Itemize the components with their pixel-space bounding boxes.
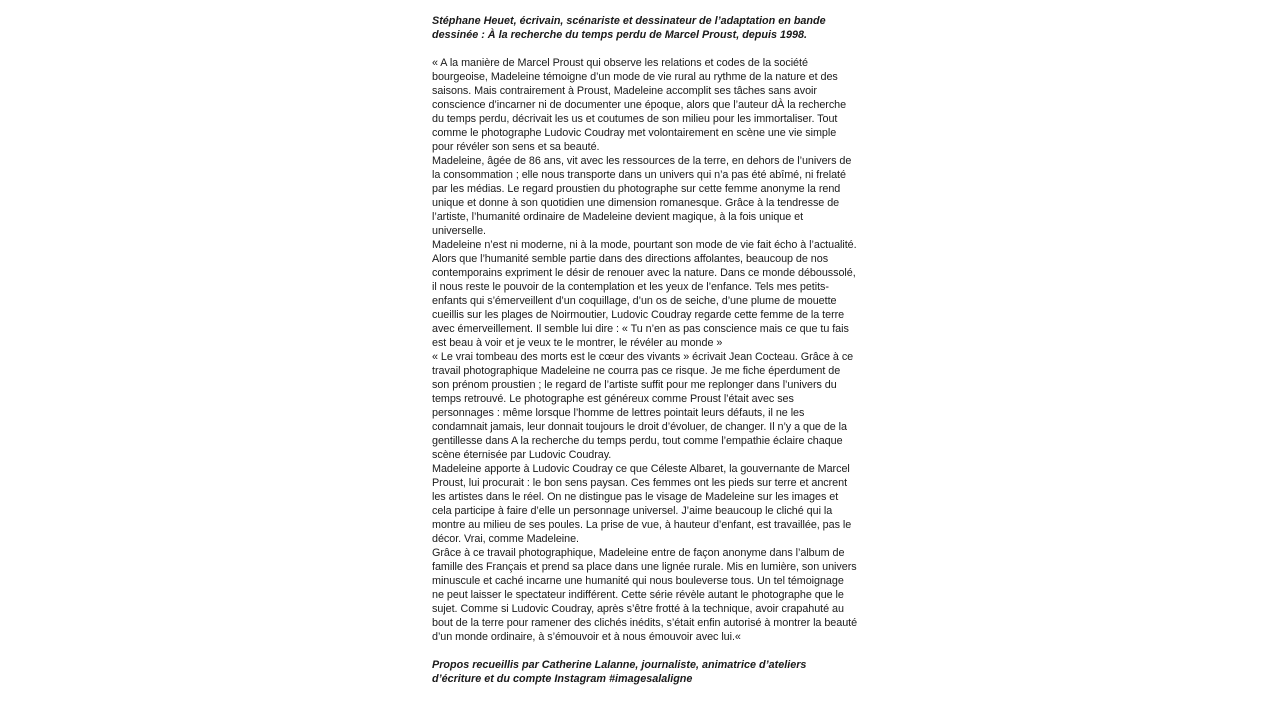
text-paragraph: « A la manière de Marcel Proust qui observe les relations et codes de la société bourgeoise, Madeleine témoigne d’un mode de vie rural au rythme de la nature et des saisons. Mais contrairement à Proust, Madeleine accomplit ses tâches sans avoir conscience d’incarner ni de documenter une époque, alors que l’auteur dÀ la recherche du temps perdu, décrivait les us et coutumes de son milieu pour les immortaliser. Tout comme le photographe Ludovic Coudray met volontairement en scène une vie simple pour révéler son sens et sa beauté. — [432, 57, 847, 153]
text-paragraph: Grâce à ce travail photographique, Madeleine entre de façon anonyme dans l’album de famille des Français et prend sa place dans une lignée rurale. Mis en lumière, son univers minuscule et caché incarne une humanité qui nous bouleverse tous. Un tel témoignage ne peut laisser le spectateur indifférent. Cette série révèle autant le photographe que le sujet. Comme si Ludovic Coudray, après s’être frotté à la technique, avoir crapahuté au bout de la terre pour ramener des clichés inédits, s’était enfin autorisé à montrer la beauté d’un monde ordinaire, à s’émouvoir et à nous émouvoir avec lui.« — [432, 547, 858, 643]
interview-credit: Propos recueillis par Catherine Lalanne, journaliste, animatrice d’ateliers d’écriture et du compte Instagram #imagesalaligne — [432, 659, 807, 685]
text-paragraph: Madeleine n’est ni moderne, ni à la mode, pourtant son mode de vie fait écho à l’actualité. Alors que l’humanité semble partie dans des directions affolantes, beaucoup de nos contemporains expriment le désir de renouer avec la nature. Dans ce monde déboussolé, il nous reste le pouvoir de la contemplation et les yeux de l’enfance. Tels mes petits-enfants qui s’émerveillent d’un coquillage, d’un os de seiche, d’une plume de mouette cueillis sur les plages de Noirmoutier, Ludovic Coudray regarde cette femme de la terre avec émerveillement. Il semble lui dire : « Tu n’en as pas conscience mais ce que tu fais est beau à voir et je veux te le montrer, le révéler au monde » — [432, 239, 857, 349]
text-paragraph: Madeleine, âgée de 86 ans, vit avec les ressources de la terre, en dehors de l’univers de la consommation ; elle nous transporte dans un univers qui n’a pas été abîmé, ni frelaté par les médias. Le regard proustien du photographe sur cette femme anonyme la rend unique et donne à son quotidien une dimension romanesque. Grâce à la tendresse de l’artiste, l’humanité ordinaire de Madeleine devient magique, à la fois unique et universelle. — [432, 155, 852, 237]
text-paragraph: Madeleine apporte à Ludovic Coudray ce que Céleste Albaret, la gouvernante de Marcel Proust, lui procurait : le bon sens paysan. Ces femmes ont les pieds sur terre et ancrent les artistes dans le réel. On ne distingue pas le visage de Madeleine sur les images et cela participe à faire d’elle un personnage universel. J’aime beaucoup le cliché qui la montre au milieu de ses poules. La prise de vue, à hauteur d’enfant, est travaillée, pas le décor. Vrai, comme Madeleine. — [432, 463, 852, 545]
author-introduction: Stéphane Heuet, écrivain, scénariste et dessinateur de l’adaptation en bande dessinée : À la recherche du temps perdu de Marcel Proust, depuis 1998. — [432, 15, 826, 41]
text-paragraph: « Le vrai tombeau des morts est le cœur des vivants » écrivait Jean Cocteau. Grâce à ce travail photographique Madeleine ne courra pas ce risque. Je me fiche éperdument de son prénom proustien ; le regard de l’artiste suffit pour me replonger dans l’univers du temps retrouvé. Le photographe est généreux comme Proust l’était avec ses personnages : même lorsque l’homme de lettres pointait leurs défauts, il ne les condamnait jamais, leur donnait toujours le droit d’évoluer, de changer. Il n’y a que de la gentillesse dans A la recherche du temps perdu, tout comme l’empathie éclaire chaque scène éternisée par Ludovic Coudray. — [432, 351, 854, 461]
document-page — [432, 14, 858, 686]
